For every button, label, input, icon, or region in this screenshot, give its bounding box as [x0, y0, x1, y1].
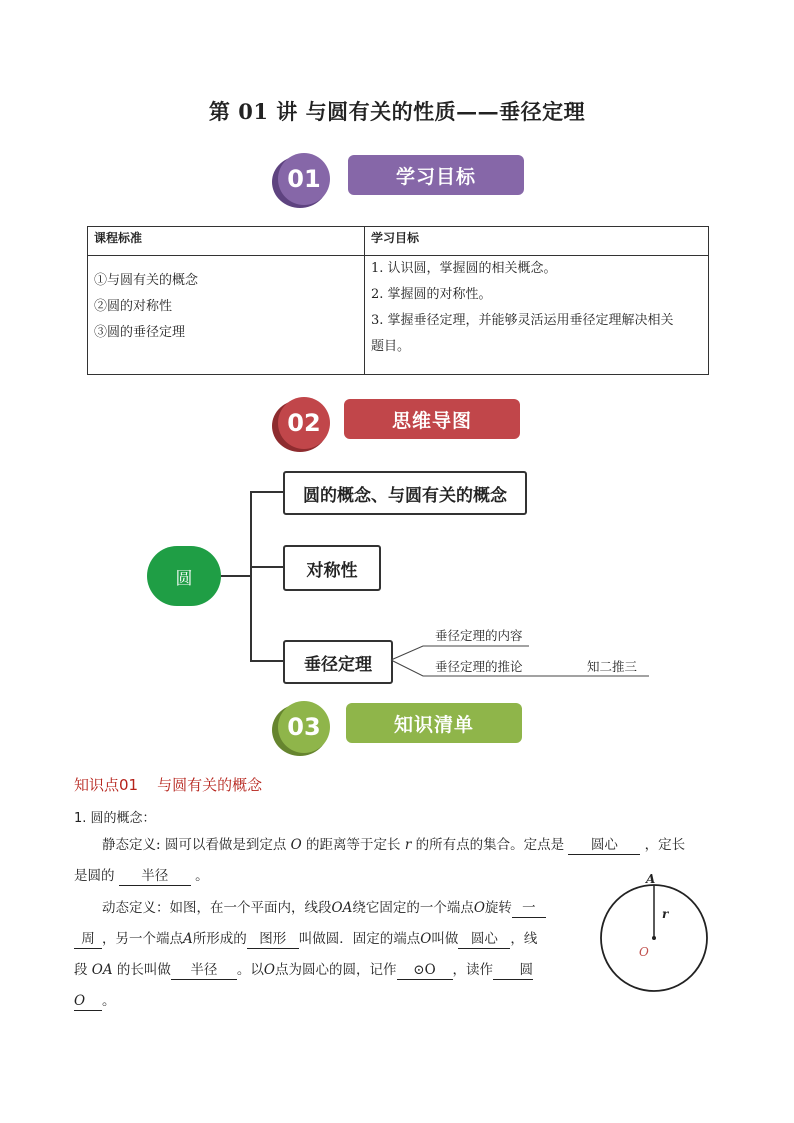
answer-blank: 一 — [512, 899, 546, 918]
connector-line — [250, 660, 283, 662]
symbol-oa: OA — [331, 900, 353, 916]
text: 旋转 — [484, 900, 512, 916]
sub-item-note: 知二推三 — [587, 659, 638, 674]
answer-blank: 半径 — [171, 961, 237, 980]
section-label: 思维导图 — [344, 399, 520, 439]
answer-blank: 圆心 — [568, 836, 640, 855]
text: 叫做 — [431, 931, 459, 947]
standards-cell — [88, 256, 365, 375]
goal-item: 2. 掌握圆的对称性。 — [371, 287, 492, 302]
text: 段 — [74, 962, 88, 978]
mindmap-root: 圆 — [147, 546, 221, 606]
answer-blank: ⊙O — [397, 961, 453, 980]
answer-blank: 圆心 — [458, 930, 510, 949]
table-header-standard: 课程标准 — [88, 227, 365, 256]
label-o: O — [639, 945, 649, 959]
sub-item-corollary: 垂径定理的推论 — [435, 659, 523, 674]
text: 所形成的 — [192, 931, 247, 947]
symbol-r: r — [404, 837, 412, 853]
section-banner-03 — [278, 701, 538, 755]
label-r: r — [662, 907, 669, 921]
symbol-oa: OA — [91, 962, 113, 978]
goals-cell — [365, 256, 709, 375]
symbol-a: A — [183, 931, 193, 947]
section-banner-02 — [278, 397, 538, 451]
text: 。以 — [236, 962, 264, 978]
text: 静态定义: 圆可以看做是到定点 — [102, 837, 287, 853]
circle-figure — [596, 866, 716, 998]
text: 是圆的 — [74, 868, 115, 884]
mindmap-branch-symmetry: 对称性 — [283, 545, 381, 591]
symbol-o: O — [263, 962, 275, 978]
text: 叫做圆．固定的端点 — [298, 931, 421, 947]
text: 的长叫做 — [116, 962, 171, 978]
section-banner-01 — [278, 153, 538, 207]
text: 。 — [195, 868, 209, 884]
goal-item: 1. 认识圆，掌握圆的相关概念。 — [371, 261, 557, 276]
dynamic-definition — [74, 893, 594, 1017]
connector-line — [221, 575, 251, 577]
connector-line — [250, 491, 252, 661]
center-point — [652, 936, 656, 940]
text: 的所有点的集合。定点是 — [415, 837, 565, 853]
text: 绕它固定的一个端点 — [352, 900, 474, 916]
section-label: 知识清单 — [346, 703, 522, 743]
answer-blank: 图形 — [247, 930, 299, 949]
answer-blank: 圆 — [493, 961, 533, 980]
goal-item: 3. 掌握垂径定理，并能够灵活运用垂径定理解决相关 — [371, 313, 674, 328]
standard-item: ③圆的垂径定理 — [94, 325, 186, 340]
goals-table — [87, 226, 709, 375]
mindmap-branch-theorem: 垂径定理 — [283, 640, 393, 684]
text: ，另一个端点 — [102, 931, 183, 947]
text: 的距离等于定长 — [306, 837, 401, 853]
section-number-badge: 02 — [278, 397, 330, 449]
knowledge-heading: 知识点01 与圆有关的概念 — [74, 776, 263, 794]
symbol-o: O — [473, 900, 485, 916]
answer-blank: O — [74, 992, 102, 1011]
connector-line — [250, 566, 283, 568]
item-heading: 1. 圆的概念： — [74, 811, 156, 826]
text: 点为圆心的圆，记作 — [275, 962, 397, 978]
standard-item: ①与圆有关的概念 — [94, 273, 199, 288]
text: ，定长 — [644, 837, 686, 853]
text: 动态定义：如图，在一个平面内，线段 — [102, 900, 332, 916]
symbol-o: O — [290, 837, 302, 853]
text: ，读作 — [452, 962, 493, 978]
label-a: A — [646, 872, 656, 886]
text: 。 — [102, 993, 116, 1009]
standard-item: ②圆的对称性 — [94, 299, 173, 314]
symbol-o: O — [420, 931, 432, 947]
sub-item-content: 垂径定理的内容 — [435, 628, 523, 643]
text: ，线 — [510, 931, 538, 947]
page-title: 第 01 讲 与圆有关的性质——垂径定理 — [208, 99, 586, 124]
answer-blank: 周 — [74, 930, 102, 949]
answer-blank: 半径 — [119, 867, 191, 886]
connector-line — [250, 491, 283, 493]
section-number-badge: 03 — [278, 701, 330, 753]
section-number-badge: 01 — [278, 153, 330, 205]
goal-item: 题目。 — [371, 339, 411, 354]
table-header-goal: 学习目标 — [365, 227, 709, 256]
mindmap-branch-concept: 圆的概念、与圆有关的概念 — [283, 471, 527, 515]
section-label: 学习目标 — [348, 155, 524, 195]
